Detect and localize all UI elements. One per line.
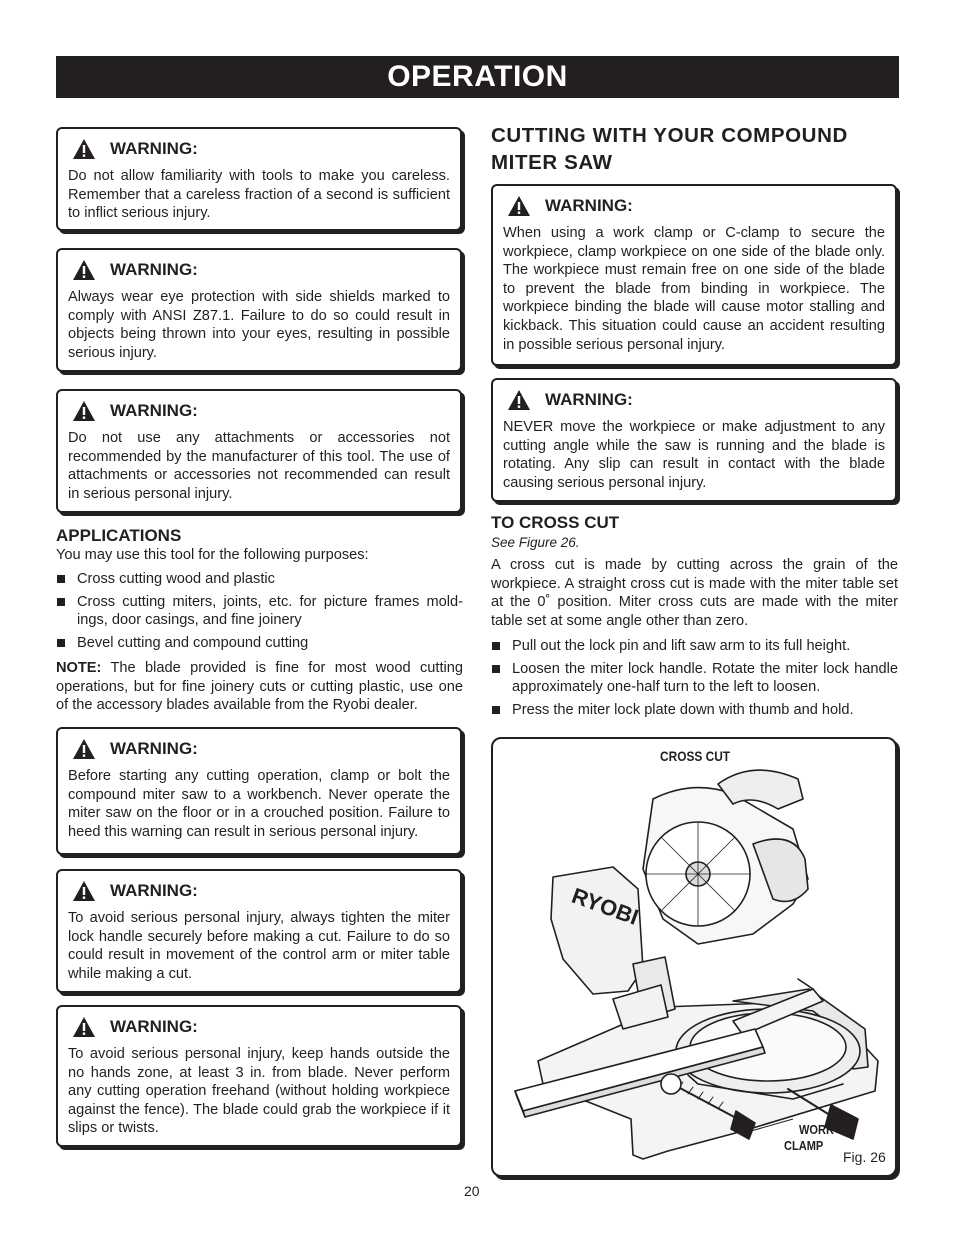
note-text: The blade provided is fine for most wood cutting operations, but for fine joinery cuts or cutting plastic, use one of the accessory blades available from the Ryobi dealer. bbox=[56, 660, 463, 714]
warning-text: Before starting any cutting operation, clamp or bolt the compound miter saw to a workbench. Never operate the miter saw on the floor or in a crouched position. Failure to heed this warning can result in serious personal injury. bbox=[68, 768, 450, 840]
warning-label: WARNING: bbox=[110, 139, 198, 158]
warning-box-familiarity bbox=[56, 127, 462, 231]
warning-triangle-icon bbox=[507, 389, 531, 411]
list-item: Cross cutting wood and plastic bbox=[56, 570, 463, 589]
miter-saw-illustration bbox=[493, 739, 895, 1175]
cross-cut-see-figure: See Figure 26. bbox=[491, 535, 580, 550]
section-title: CUTTING WITH YOUR COMPOUND MITER SAW bbox=[491, 124, 848, 174]
warning-text: Always wear eye protection with side shields marked to comply with ANSI Z87.1. Failure to do so could result in objects being thrown into your eyes, resulting in possible serious injury. bbox=[68, 289, 450, 361]
warning-box-work-clamp bbox=[491, 184, 897, 366]
warning-triangle-icon bbox=[507, 195, 531, 217]
warning-box-attachments bbox=[56, 389, 462, 513]
warning-text: To avoid serious personal injury, keep hands outside the no hands zone, at least 3 in. from blade. Never perform any cutting operation freehand (without holding workpiece against the fence). The blade could grab the workpiece if it slips or twists. bbox=[68, 1046, 450, 1137]
warning-triangle-icon bbox=[72, 259, 96, 281]
warning-triangle-icon bbox=[72, 738, 96, 760]
cross-cut-heading: TO CROSS CUT bbox=[491, 513, 620, 532]
list-item: Pull out the lock pin and lift saw arm to its full height. bbox=[491, 637, 898, 656]
applications-heading: APPLICATIONS bbox=[56, 526, 182, 545]
warning-label: WARNING: bbox=[110, 739, 198, 758]
warning-label: WARNING: bbox=[110, 881, 198, 900]
warning-triangle-icon bbox=[72, 1016, 96, 1038]
applications-note bbox=[56, 659, 463, 715]
figure-26 bbox=[491, 737, 897, 1177]
warning-triangle-icon bbox=[72, 138, 96, 160]
warning-text: When using a work clamp or C-clamp to secure the workpiece, clamp workpiece on one side of the blade only. The workpiece must remain free on one side of the blade to prevent the blade from binding in workpiece. The workpiece binding the blade will cause motor stalling and kickback. This situation could cause an accident resulting in possible serious personal injury. bbox=[503, 225, 885, 353]
warning-label: WARNING: bbox=[110, 1017, 198, 1036]
warning-triangle-icon bbox=[72, 880, 96, 902]
warning-box-miter-lock bbox=[56, 869, 462, 993]
warning-box-eye-protection bbox=[56, 248, 462, 372]
warning-label: WARNING: bbox=[545, 390, 633, 409]
warning-text: NEVER move the workpiece or make adjustment to any cutting angle while the saw is running and the blade is rotating. Any slip can result in contact with the blade causing serious personal injury. bbox=[503, 419, 885, 491]
work-clamp-label-line1: WORK bbox=[799, 1122, 834, 1137]
cross-cut-steps bbox=[491, 637, 898, 723]
applications-list bbox=[56, 570, 463, 656]
warning-box-never-move bbox=[491, 378, 897, 502]
work-clamp-label-line2: CLAMP bbox=[784, 1138, 824, 1153]
figure-title: CROSS CUT bbox=[660, 748, 731, 764]
page-number: 20 bbox=[464, 1183, 480, 1199]
page-header: OPERATION bbox=[56, 56, 899, 98]
warning-text: Do not allow familiarity with tools to make you careless. Remember that a careless fraction of a second is sufficient to inflict serious injury. bbox=[68, 168, 450, 222]
warning-box-no-hands-zone bbox=[56, 1005, 462, 1147]
warning-label: WARNING: bbox=[110, 401, 198, 420]
note-label: NOTE: bbox=[56, 660, 102, 676]
brand-logo: RYOBI bbox=[568, 882, 642, 930]
list-item: Press the miter lock plate down with thumb and hold. bbox=[491, 701, 898, 720]
list-item: Cross cutting miters, joints, etc. for picture frames moldings, door casings, and fine joinery bbox=[56, 593, 463, 630]
figure-caption: Fig. 26 bbox=[843, 1149, 886, 1165]
warning-label: WARNING: bbox=[545, 196, 633, 215]
warning-triangle-icon bbox=[72, 400, 96, 422]
list-item: Loosen the miter lock handle. Rotate the miter lock handle approximately one-half turn to the left to loosen. bbox=[491, 660, 898, 697]
applications-intro: You may use this tool for the following purposes: bbox=[56, 547, 369, 563]
warning-text: To avoid serious personal injury, always tighten the miter lock handle securely before making a cut. Failure to do so could result in movement of the control arm or miter table while making a cut. bbox=[68, 910, 450, 982]
warning-label: WARNING: bbox=[110, 260, 198, 279]
cross-cut-text: A cross cut is made by cutting across the grain of the workpiece. A straight cross cut is made with the miter table set at the 0˚ position. Miter cross cuts are made with the miter table set at some angle other than zero. bbox=[491, 557, 898, 629]
warning-box-clamp-workbench bbox=[56, 727, 462, 855]
warning-text: Do not use any attachments or accessories not recommended by the manufacturer of this tool. The use of attachments or accessories not recommended can result in serious personal injury. bbox=[68, 430, 450, 502]
list-item: Bevel cutting and compound cutting bbox=[56, 634, 463, 653]
